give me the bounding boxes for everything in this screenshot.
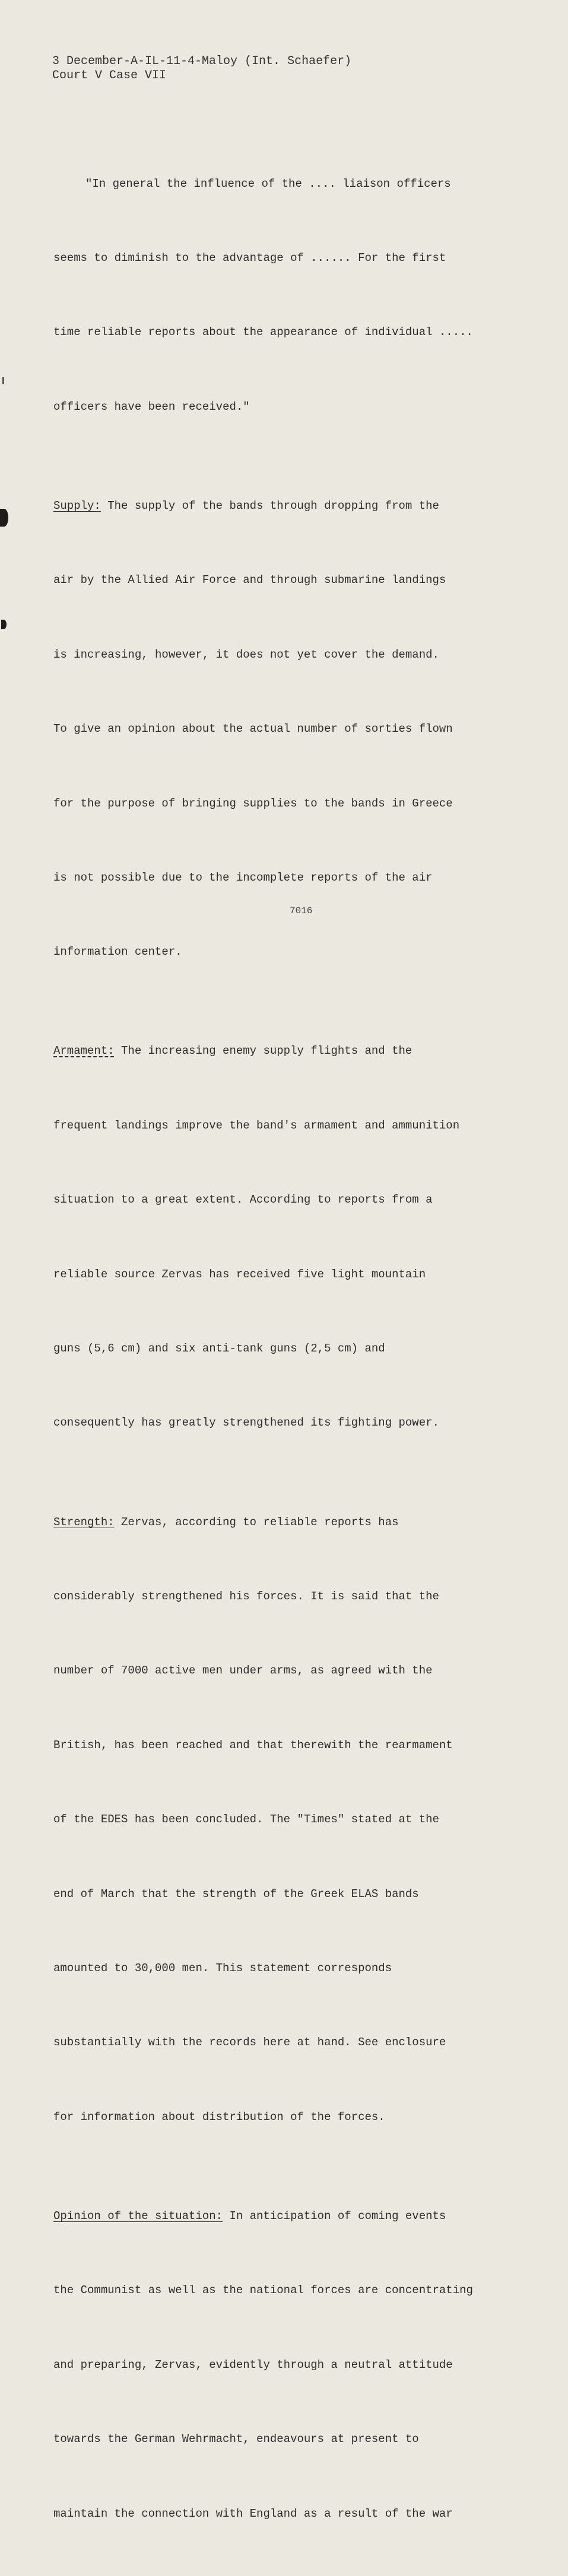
- text-line: and preparing, Zervas, evidently through a neutral attitude: [53, 2358, 453, 2371]
- strength-heading: Strength:: [53, 1515, 115, 1529]
- text-line: for information about distribution of the forces.: [53, 2110, 385, 2124]
- armament-text: The increasing enemy supply flights and the: [114, 1044, 412, 1058]
- supply-heading: Supply:: [53, 499, 101, 512]
- text-line: reliable source Zervas has received five light mountain: [53, 1267, 426, 1281]
- header-reference: 3 December-A-IL-11-4-Maloy (Int. Schaefer): [52, 55, 352, 68]
- supply-text: The supply of the bands through dropping from the: [100, 499, 439, 512]
- text-line: of the EDES has been concluded. The "Times" stated at the: [53, 1813, 439, 1826]
- quote-line: officers have been received.": [53, 400, 250, 413]
- text-line: To give an opinion about the actual number of sorties flown: [53, 722, 453, 736]
- text-line: maintain the connection with England as a result of the war: [53, 2507, 453, 2520]
- text-line: frequent landings improve the band's armament and ammunition: [53, 1118, 460, 1132]
- text-line: for the purpose of bringing supplies to the bands in Greece: [53, 796, 453, 810]
- opinion-paragraph-start: [53, 2204, 528, 2229]
- binding-hole-mark: [1, 620, 7, 629]
- text-line: consequently has greatly strengthened its fighting power.: [53, 1416, 439, 1430]
- document-header: [52, 55, 351, 83]
- text-line: number of 7000 active men under arms, as agreed with the: [53, 1664, 433, 1678]
- armament-paragraph-start: [53, 1039, 528, 1064]
- text-line: amounted to 30,000 men. This statement corresponds: [53, 1961, 392, 1975]
- strength-text: Zervas, according to reliable reports has: [114, 1515, 399, 1529]
- supply-paragraph-start: [53, 494, 528, 519]
- text-line: substantially with the records here at hand. See enclosure: [53, 2036, 446, 2049]
- armament-heading: Armament:: [53, 1044, 115, 1058]
- opinion-heading: Opinion of the situation:: [53, 2209, 223, 2223]
- strength-paragraph-start: [53, 1510, 528, 1535]
- text-line: British, has been reached and that therewith the rearmament: [53, 1738, 453, 1752]
- text-line: information center.: [53, 945, 182, 959]
- text-line: is increasing, however, it does not yet cover the demand.: [53, 648, 439, 661]
- text-line: towards the German Wehrmacht, endeavours at present to: [53, 2432, 419, 2446]
- header-court-case: Court V Case VII: [52, 69, 167, 82]
- quote-line: time reliable reports about the appearance of individual .....: [53, 326, 473, 339]
- page-number: 7016: [290, 906, 313, 916]
- text-line: guns (5,6 cm) and six anti-tank guns (2,5 cm) and: [53, 1342, 385, 1356]
- document-body: [53, 122, 528, 2576]
- quote-line: seems to diminish to the advantage of ...... For the first: [53, 251, 446, 264]
- opinion-text: In anticipation of coming events: [223, 2209, 446, 2223]
- text-line: end of March that the strength of the Greek ELAS bands: [53, 1887, 419, 1901]
- margin-mark: [2, 377, 4, 384]
- text-line: air by the Allied Air Force and through submarine landings: [53, 573, 446, 587]
- text-line: is not possible due to the incomplete reports of the air: [53, 871, 433, 884]
- text-line: considerably strengthened his forces. It is said that the: [53, 1590, 439, 1603]
- quote-line: "In general the influence of the .... liaison officers: [85, 177, 451, 190]
- text-line: the Communist as well as the national forces are concentrating: [53, 2284, 473, 2297]
- text-line: situation to a great extent. According to reports from a: [53, 1193, 433, 1207]
- binding-hole-mark: [0, 509, 8, 527]
